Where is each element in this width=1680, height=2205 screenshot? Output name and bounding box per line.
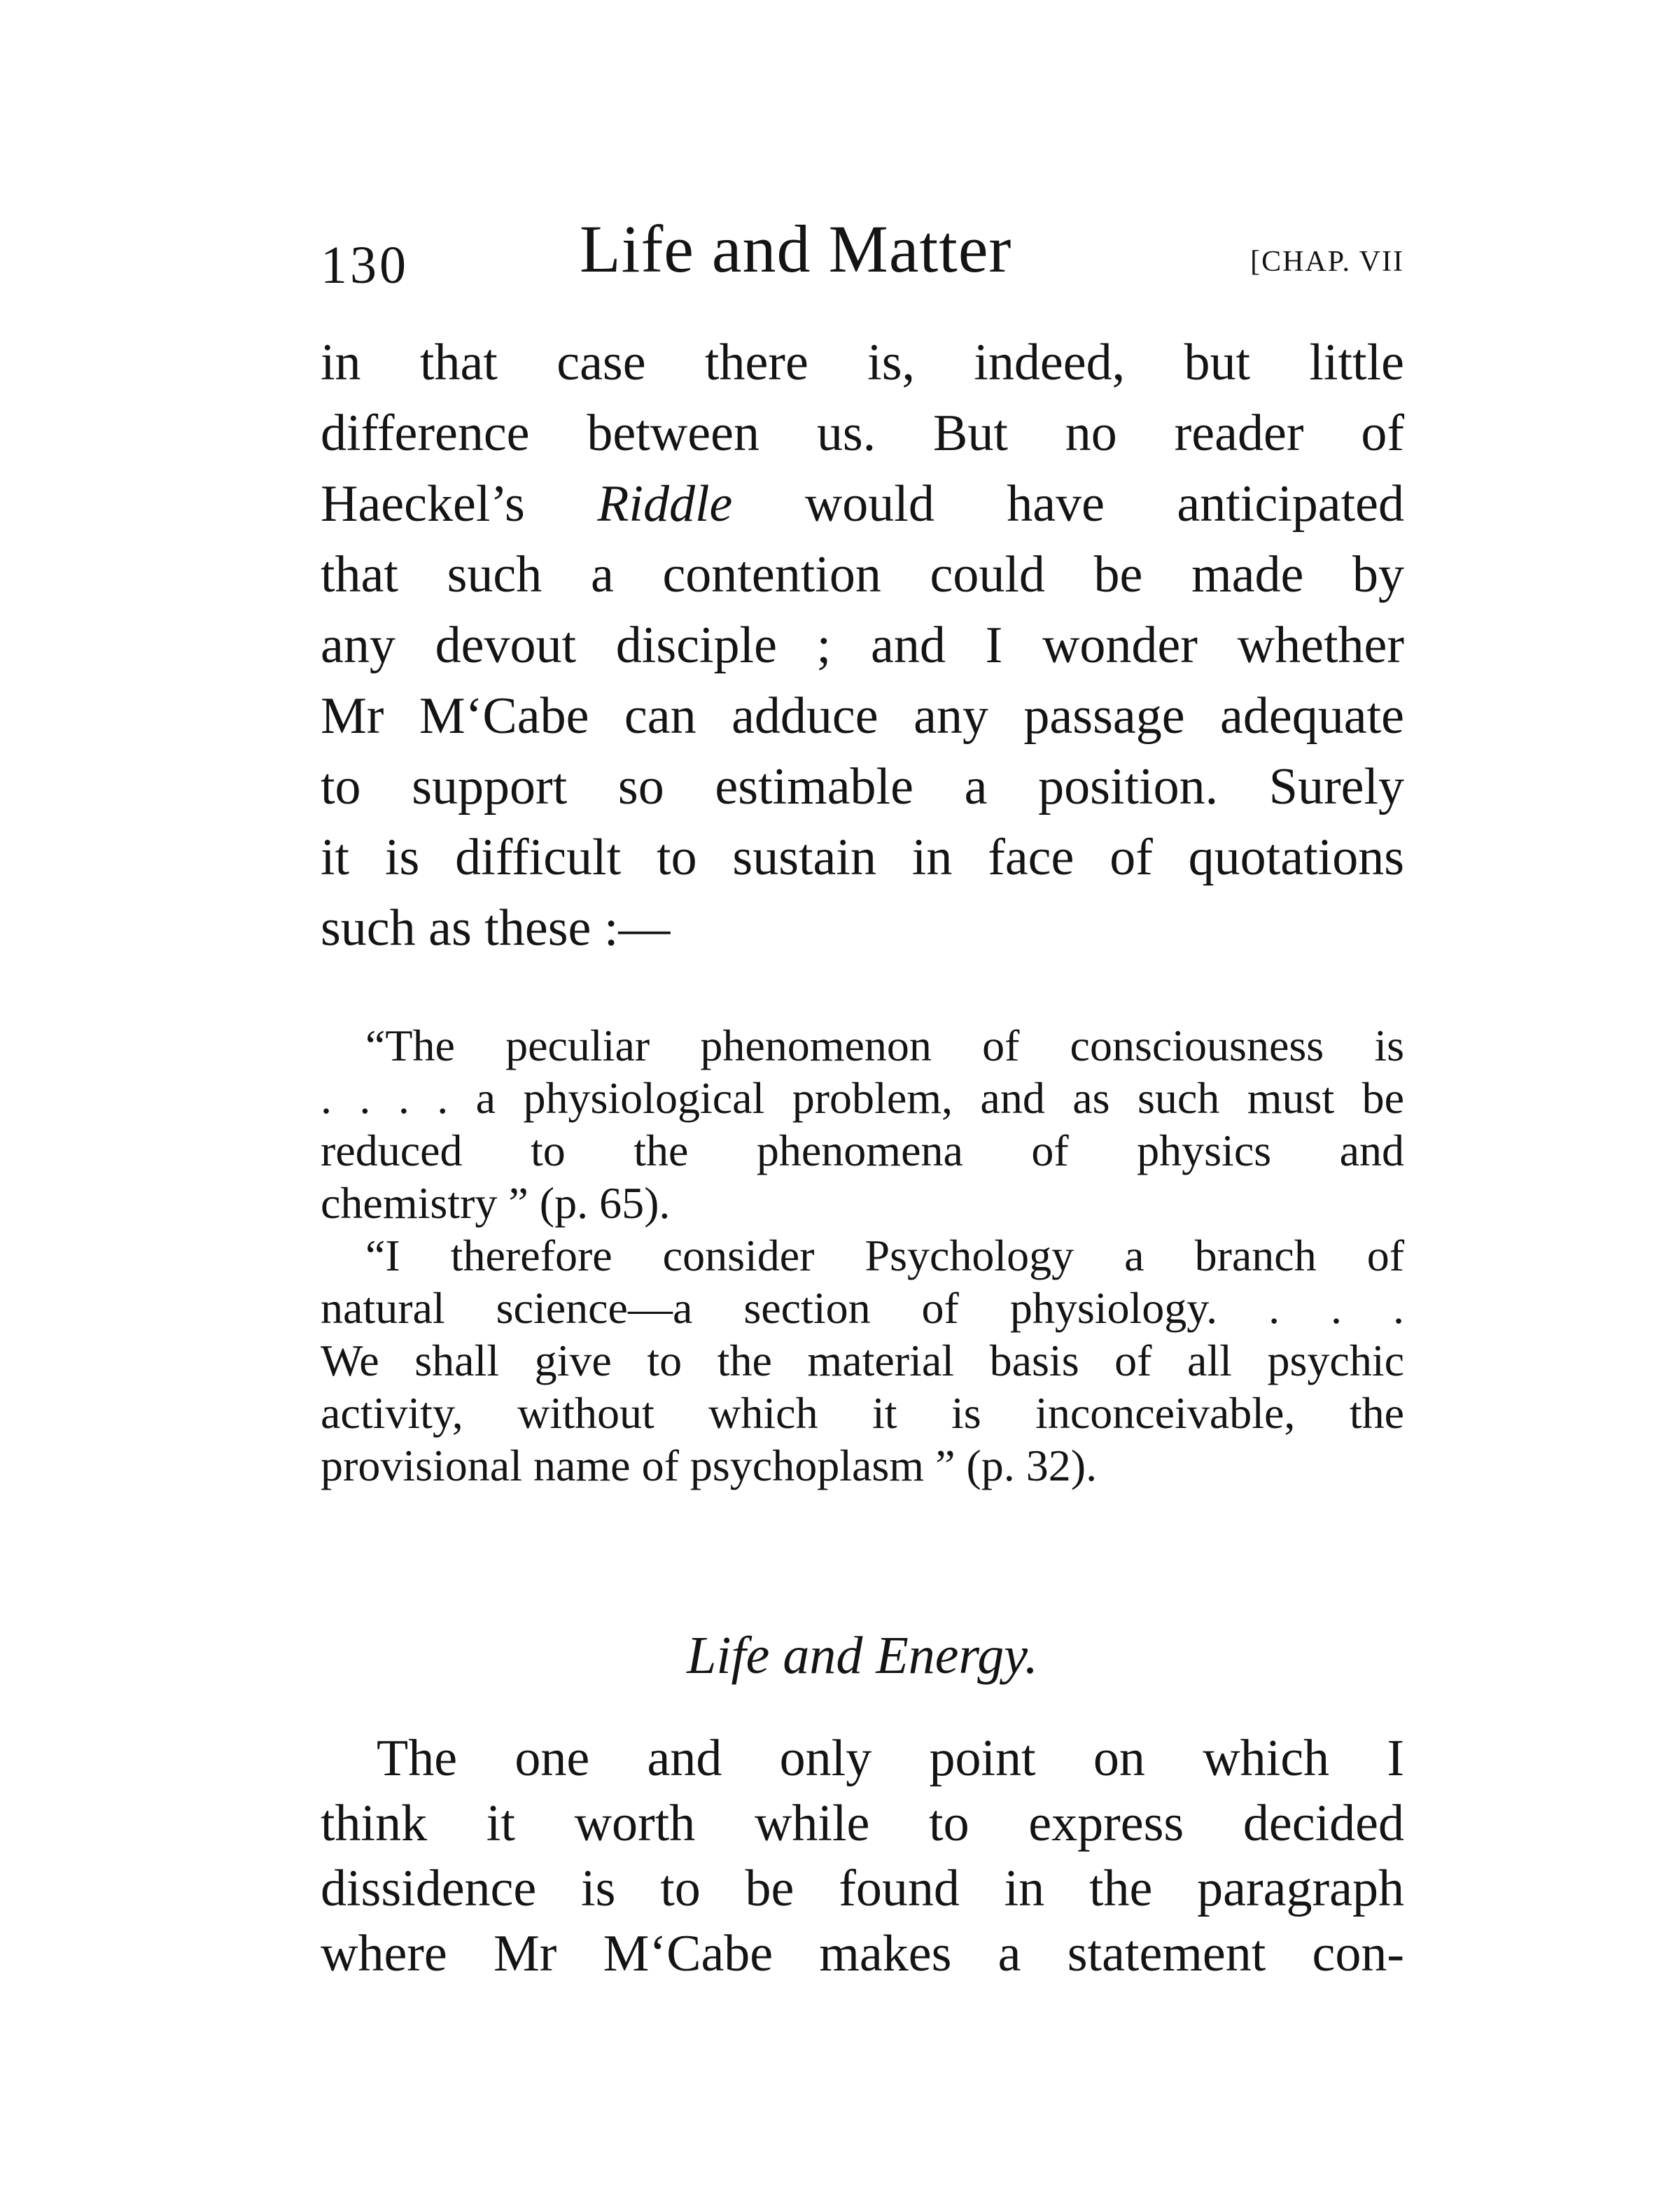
quote-line-2: . . . . a physiological problem, and as such must be <box>321 1073 1404 1123</box>
paragraph-1-line-4: that such a contention could be made by <box>321 546 1404 603</box>
quote-line-4: chemistry ” (p. 65). <box>321 1178 671 1228</box>
paragraph-1-line-3 <box>321 469 1404 540</box>
section-line-1: The one and only point on which I <box>377 1730 1404 1787</box>
paragraph-1-line-7: to support so estimable a position. Surely <box>321 758 1404 816</box>
riddle-title: Riddle <box>597 475 733 533</box>
section-line-4: where Mr M‘Cabe makes a statement con- <box>321 1925 1404 1982</box>
quote-line-9: provisional name of psychoplasm ” (p. 32). <box>321 1441 1098 1490</box>
paragraph-1-line-9: such as these :— <box>321 899 671 957</box>
paragraph-1-line-5: any devout disciple ; and I wonder whether <box>321 617 1404 674</box>
paragraph-1-line-1: in that case there is, indeed, but little <box>321 334 1404 391</box>
paragraph-1-line-2: difference between us. But no reader of <box>321 405 1404 462</box>
chapter-reference: [CHAP. VII <box>1250 246 1404 278</box>
line-3-rest: would have anticipated <box>804 475 1405 533</box>
paragraph-1-line-6: Mr M‘Cabe can adduce any passage adequate <box>321 687 1404 745</box>
paragraph-1 <box>321 328 1404 964</box>
block-quote <box>321 1019 1404 1492</box>
running-title: Life and Matter <box>580 211 1012 286</box>
paragraph-1-line-8: it is difficult to sustain in face of quotations <box>321 829 1404 886</box>
quote-line-1: “The peculiar phenomenon of consciousness is <box>365 1021 1404 1070</box>
section-line-3: dissidence is to be found in the paragraph <box>321 1860 1404 1917</box>
quote-line-7: We shall give to the material basis of all psychic <box>321 1336 1404 1385</box>
section-line-2: think it worth while to express decided <box>321 1795 1404 1852</box>
haeckels-word: Haeckel’s <box>321 475 525 533</box>
page-number: 130 <box>321 236 409 295</box>
quote-line-3: reduced to the phenomena of physics and <box>321 1126 1404 1175</box>
section-paragraph <box>321 1726 1404 1987</box>
quote-line-6: natural science—a section of physiology. . . . <box>321 1283 1404 1333</box>
page-header <box>321 204 1404 295</box>
section-heading: Life and Energy. <box>687 1626 1038 1685</box>
quote-line-5: “I therefore consider Psychology a branch of <box>365 1231 1404 1280</box>
quote-line-8: activity, without which it is inconceivable, the <box>321 1388 1404 1438</box>
